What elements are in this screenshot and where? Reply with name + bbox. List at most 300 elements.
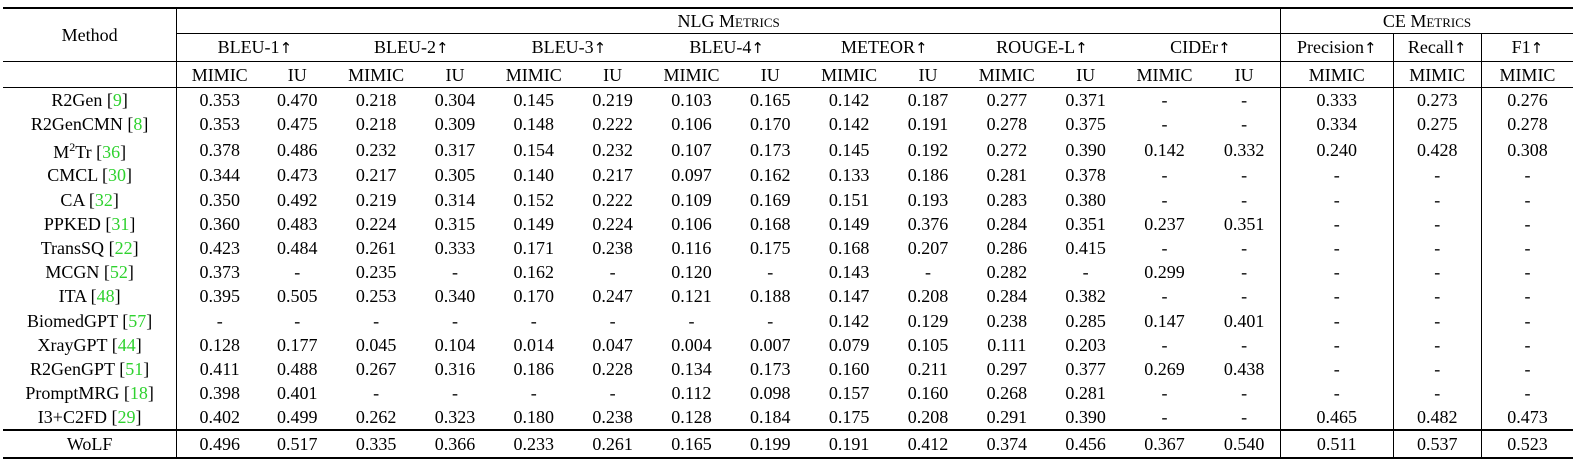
- metric-value-cell: 0.104: [434, 334, 476, 355]
- metric-value-cell: -: [1524, 262, 1531, 283]
- metric-value-cell: -: [530, 310, 537, 331]
- metric-value-cell: -: [688, 310, 695, 331]
- table-row: [3, 284, 1573, 308]
- metric-value-cell: -: [1161, 286, 1168, 307]
- metric-value-cell: 0.371: [1065, 90, 1106, 111]
- metric-value-cell: 0.007: [750, 334, 791, 355]
- metric-value-cell: 0.375: [1065, 114, 1106, 135]
- metric-value-cell: 0.353: [199, 90, 240, 111]
- dataset-label: IU: [1208, 62, 1280, 88]
- metric-value-cell: 0.192: [907, 139, 949, 160]
- method-name: R2GenCMN: [30, 114, 123, 135]
- up-arrow-icon: ↑: [915, 39, 928, 57]
- metric-value-cell: -: [1161, 334, 1168, 355]
- metric-value-cell: 0.219: [355, 189, 397, 210]
- metric-value-cell: 0.128: [199, 334, 240, 355]
- metric-value-cell: 0.145: [513, 90, 555, 111]
- metric-value-cell: -: [1161, 90, 1168, 111]
- metric-value-cell: -: [451, 262, 458, 283]
- metric-value-cell: 0.107: [671, 139, 712, 160]
- metric-value-cell: 0.428: [1393, 136, 1481, 163]
- citation-link[interactable]: 32: [94, 189, 113, 210]
- citation-link[interactable]: 8: [133, 114, 143, 135]
- metric-value-cell: -: [1393, 260, 1481, 284]
- metric-value-cell: 0.291: [986, 407, 1028, 428]
- metric-value-cell: 0.374: [963, 430, 1050, 458]
- metric-value-cell: 0.232: [592, 139, 633, 160]
- metric-value-cell: 0.335: [332, 430, 419, 458]
- metric-value-cell: 0.140: [513, 165, 555, 186]
- metric-value-cell: 0.323: [434, 407, 476, 428]
- metric-value-cell: 0.299: [1144, 262, 1185, 283]
- table-row: [3, 163, 1573, 187]
- method-name-cell: R2Gen [9]: [3, 88, 177, 113]
- metric-value-cell: 0.540: [1208, 430, 1280, 458]
- metric-value-cell: 0.203: [1065, 334, 1106, 355]
- dataset-label: IU: [735, 62, 805, 88]
- metric-value-cell: 0.269: [1144, 358, 1185, 379]
- up-arrow-icon: ↑: [1453, 39, 1467, 57]
- table-row: [3, 333, 1573, 357]
- metric-value-cell: 0.285: [1065, 310, 1106, 331]
- metric-value-cell: 0.233: [490, 430, 577, 458]
- metric-value-cell: 0.014: [513, 334, 555, 355]
- metric-value-cell: -: [1393, 188, 1481, 212]
- results-body: [3, 88, 1573, 459]
- metric-value-cell: -: [1161, 189, 1168, 210]
- metric-value-cell: -: [1281, 163, 1393, 187]
- metric-value-cell: 0.004: [671, 334, 712, 355]
- method-subheader-cell: [3, 62, 177, 88]
- metric-value-cell: -: [1393, 236, 1481, 260]
- metric-value-cell: 0.177: [277, 334, 318, 355]
- metric-value-cell: 0.350: [199, 189, 240, 210]
- metric-value-cell: 0.353: [199, 114, 240, 135]
- metric-value-cell: 0.351: [1208, 212, 1280, 236]
- metric-header: CIDEr↑: [1121, 34, 1281, 62]
- dataset-label: IU: [577, 62, 647, 88]
- method-name-cell: CA [32]: [3, 188, 177, 212]
- citation-link[interactable]: 44: [117, 334, 136, 355]
- metric-value-cell: -: [1281, 381, 1393, 405]
- citation-link[interactable]: 36: [102, 142, 121, 163]
- metric-value-cell: 0.277: [986, 90, 1028, 111]
- metric-value-cell: 0.238: [592, 407, 633, 428]
- metric-value-cell: -: [373, 383, 380, 404]
- metric-value-cell: -: [373, 310, 380, 331]
- metric-value-cell: 0.218: [355, 114, 397, 135]
- metric-value-cell: 0.162: [750, 165, 791, 186]
- metric-value-cell: 0.382: [1065, 286, 1106, 307]
- metric-value-cell: 0.482: [1393, 405, 1481, 430]
- metric-value-cell: 0.224: [355, 213, 397, 234]
- metric-value-cell: -: [1208, 88, 1280, 113]
- method-name-cell: PPKED [31]: [3, 212, 177, 236]
- metric-value-cell: 0.332: [1208, 136, 1280, 163]
- metric-value-cell: 0.273: [1393, 88, 1481, 113]
- metric-value-cell: -: [1161, 165, 1168, 186]
- method-name: XrayGPT: [37, 334, 108, 355]
- group-header-row: [3, 8, 1573, 34]
- metric-value-cell: 0.173: [750, 358, 791, 379]
- dataset-label: MIMIC: [1481, 62, 1573, 88]
- citation-link[interactable]: 52: [109, 262, 128, 283]
- metric-value-cell: 0.211: [908, 358, 948, 379]
- table-row: [3, 136, 1573, 163]
- metric-value-cell: 0.105: [907, 334, 949, 355]
- metric-value-cell: 0.488: [277, 358, 318, 379]
- metric-value-cell: 0.475: [277, 114, 318, 135]
- metric-value-cell: 0.098: [750, 383, 791, 404]
- dataset-label: MIMIC: [490, 62, 577, 88]
- metric-value-cell: -: [1524, 286, 1531, 307]
- metric-value-cell: 0.228: [592, 358, 633, 379]
- citation-link[interactable]: 57: [128, 310, 147, 331]
- method-name-cell: PromptMRG [18]: [3, 381, 177, 405]
- metric-value-cell: 0.142: [828, 90, 870, 111]
- metric-value-cell: -: [1393, 163, 1481, 187]
- metric-value-cell: 0.395: [199, 286, 240, 307]
- metric-value-cell: -: [1393, 212, 1481, 236]
- results-table: [3, 7, 1573, 459]
- metric-value-cell: 0.377: [1065, 358, 1106, 379]
- metric-value-cell: 0.344: [199, 165, 240, 186]
- metric-value-cell: 0.170: [513, 286, 555, 307]
- dataset-label: MIMIC: [648, 62, 735, 88]
- metric-value-cell: 0.333: [434, 238, 476, 259]
- metric-value-cell: 0.334: [1281, 112, 1393, 136]
- metric-value-cell: 0.217: [592, 165, 633, 186]
- metric-value-cell: -: [1208, 236, 1280, 260]
- metric-value-cell: 0.218: [355, 90, 397, 111]
- citation-link[interactable]: 18: [129, 383, 148, 404]
- metric-value-cell: 0.149: [513, 213, 555, 234]
- metric-header: ROUGE-L↑: [996, 37, 1088, 57]
- method-name: MCGN: [45, 262, 100, 283]
- metric-value-cell: -: [294, 310, 301, 331]
- metric-value-cell: 0.097: [671, 165, 712, 186]
- citation-link[interactable]: 22: [114, 238, 133, 259]
- metric-value-cell: -: [1524, 189, 1531, 210]
- metric-value-cell: 0.148: [513, 114, 555, 135]
- table-row: [3, 112, 1573, 136]
- dataset-label: IU: [893, 62, 963, 88]
- method-name: PPKED: [43, 213, 101, 234]
- metric-value-cell: -: [1161, 238, 1168, 259]
- metric-value-cell: 0.340: [434, 286, 476, 307]
- metric-value-cell: 0.232: [355, 139, 397, 160]
- metric-value-cell: 0.165: [750, 90, 791, 111]
- metric-value-cell: 0.240: [1281, 136, 1393, 163]
- table-row: [3, 88, 1573, 113]
- metric-value-cell: 0.367: [1121, 430, 1208, 458]
- method-name: M: [53, 142, 70, 163]
- metric-value-cell: -: [1524, 334, 1531, 355]
- metric-value-cell: -: [1524, 383, 1531, 404]
- metric-value-cell: 0.208: [907, 286, 949, 307]
- metric-value-cell: -: [1524, 310, 1531, 331]
- method-name: R2Gen: [51, 90, 103, 111]
- metric-value-cell: 0.168: [750, 213, 791, 234]
- metric-value-cell: 0.109: [671, 189, 712, 210]
- metric-value-cell: -: [530, 383, 537, 404]
- metric-value-cell: -: [1161, 383, 1168, 404]
- method-name-cell: XrayGPT [44]: [3, 333, 177, 357]
- metric-value-cell: 0.267: [355, 358, 397, 379]
- metric-value-cell: 0.360: [199, 213, 240, 234]
- metric-value-cell: 0.390: [1065, 407, 1106, 428]
- metric-value-cell: -: [767, 310, 774, 331]
- metric-value-cell: 0.173: [750, 139, 791, 160]
- dataset-label: MIMIC: [963, 62, 1050, 88]
- metric-value-cell: 0.238: [592, 238, 633, 259]
- citation-link[interactable]: 30: [108, 165, 127, 186]
- metric-value-cell: 0.499: [277, 407, 318, 428]
- metric-value-cell: 0.142: [828, 310, 870, 331]
- metric-value-cell: 0.186: [907, 165, 949, 186]
- method-name-cell: CMCL [30]: [3, 163, 177, 187]
- method-name: CA: [60, 189, 85, 210]
- method-name: PromptMRG: [25, 383, 120, 404]
- metric-value-cell: 0.199: [735, 430, 805, 458]
- metric-value-cell: -: [1161, 114, 1168, 135]
- metric-value-cell: -: [1281, 333, 1393, 357]
- dataset-label: MIMIC: [805, 62, 892, 88]
- metric-value-cell: 0.171: [513, 238, 555, 259]
- dataset-label: IU: [420, 62, 490, 88]
- method-header: Method: [3, 8, 177, 62]
- metric-value-cell: 0.152: [513, 189, 555, 210]
- metric-value-cell: 0.278: [1507, 114, 1548, 135]
- metric-value-cell: 0.470: [277, 90, 318, 111]
- metric-value-cell: 0.272: [986, 139, 1028, 160]
- up-arrow-icon: ↑: [1363, 39, 1377, 57]
- metric-value-cell: 0.191: [805, 430, 892, 458]
- metric-value-cell: -: [1281, 236, 1393, 260]
- up-arrow-icon: ↑: [1075, 39, 1088, 57]
- metric-value-cell: 0.286: [986, 238, 1028, 259]
- method-name: BiomedGPT: [27, 310, 118, 331]
- metric-value-cell: 0.154: [513, 139, 555, 160]
- metric-value-cell: 0.145: [828, 139, 870, 160]
- dataset-label: IU: [1051, 62, 1121, 88]
- metric-value-cell: 0.106: [671, 213, 712, 234]
- dataset-label: IU: [262, 62, 332, 88]
- metric-value-cell: 0.304: [434, 90, 476, 111]
- metric-value-cell: 0.261: [355, 238, 397, 259]
- nlg-metrics-header: NLG Metrics: [177, 8, 1281, 34]
- metric-value-cell: -: [294, 262, 301, 283]
- metric-value-cell: -: [1208, 284, 1280, 308]
- metric-value-cell: 0.378: [199, 139, 240, 160]
- up-arrow-icon: ↑: [751, 39, 764, 57]
- metric-value-cell: 0.523: [1481, 430, 1573, 458]
- method-name: ITA: [58, 286, 87, 307]
- metric-value-cell: 0.315: [434, 213, 476, 234]
- metric-value-cell: -: [1393, 357, 1481, 381]
- metric-value-cell: 0.168: [828, 238, 870, 259]
- metric-value-cell: 0.160: [907, 383, 949, 404]
- final-row: [3, 430, 1573, 458]
- metric-value-cell: -: [1208, 405, 1280, 430]
- metric-value-cell: 0.284: [986, 213, 1028, 234]
- method-name-cell: BiomedGPT [57]: [3, 309, 177, 333]
- metric-value-cell: 0.309: [434, 114, 476, 135]
- metric-value-cell: -: [1161, 407, 1168, 428]
- metric-value-cell: 0.175: [828, 407, 870, 428]
- metric-value-cell: 0.121: [671, 286, 712, 307]
- metric-value-cell: 0.376: [907, 213, 949, 234]
- dataset-label: MIMIC: [177, 62, 262, 88]
- metric-value-cell: 0.537: [1393, 430, 1481, 458]
- metric-value-cell: 0.423: [199, 238, 240, 259]
- metric-value-cell: 0.275: [1393, 112, 1481, 136]
- ce-metric-header: F1↑: [1511, 37, 1544, 57]
- table-row: [3, 357, 1573, 381]
- metric-value-cell: -: [1393, 381, 1481, 405]
- metric-value-cell: 0.217: [355, 165, 397, 186]
- metric-value-cell: 0.456: [1051, 430, 1121, 458]
- metric-value-cell: -: [1524, 165, 1531, 186]
- metric-value-cell: 0.366: [420, 430, 490, 458]
- metric-value-cell: 0.262: [355, 407, 397, 428]
- metric-value-cell: 0.103: [671, 90, 712, 111]
- metric-value-cell: 0.305: [434, 165, 476, 186]
- metric-value-cell: -: [1208, 188, 1280, 212]
- up-arrow-icon: ↑: [1218, 39, 1231, 57]
- method-name-cell: R2GenGPT [51]: [3, 357, 177, 381]
- metric-value-cell: 0.412: [893, 430, 963, 458]
- metric-value-cell: 0.184: [750, 407, 791, 428]
- metric-value-cell: 0.484: [277, 238, 318, 259]
- method-name: WoLF: [66, 434, 113, 455]
- metric-value-cell: 0.047: [592, 334, 633, 355]
- metric-value-cell: 0.235: [355, 262, 397, 283]
- metric-value-cell: 0.224: [592, 213, 633, 234]
- metric-value-cell: 0.276: [1507, 90, 1548, 111]
- metric-value-cell: -: [924, 262, 931, 283]
- metric-value-cell: 0.157: [828, 383, 870, 404]
- metric-header: METEOR↑: [841, 37, 928, 57]
- metric-value-cell: 0.281: [986, 165, 1028, 186]
- metric-value-cell: 0.151: [828, 189, 870, 210]
- metric-value-cell: 0.193: [907, 189, 949, 210]
- metric-value-cell: -: [1524, 213, 1531, 234]
- method-name-cell: ITA [48]: [3, 284, 177, 308]
- up-arrow-icon: ↑: [593, 39, 607, 57]
- metric-value-cell: 0.402: [199, 407, 240, 428]
- metric-value-cell: 0.175: [750, 238, 791, 259]
- ce-metrics-header: CE Metrics: [1281, 8, 1573, 34]
- metric-value-cell: 0.438: [1208, 357, 1280, 381]
- metric-value-cell: 0.317: [434, 139, 476, 160]
- metric-value-cell: -: [1281, 260, 1393, 284]
- citation-link[interactable]: 29: [117, 407, 136, 428]
- metric-value-cell: 0.142: [828, 114, 870, 135]
- metric-value-cell: 0.496: [177, 430, 262, 458]
- metric-value-cell: 0.187: [907, 90, 949, 111]
- metric-value-cell: 0.186: [513, 358, 555, 379]
- metric-value-cell: 0.191: [907, 114, 949, 135]
- metric-value-cell: 0.511: [1281, 430, 1393, 458]
- metric-value-cell: 0.505: [277, 286, 318, 307]
- dataset-label: MIMIC: [332, 62, 419, 88]
- metric-value-cell: -: [1208, 112, 1280, 136]
- method-name: R2GenGPT: [30, 358, 115, 379]
- metric-value-cell: 0.297: [986, 358, 1028, 379]
- metric-value-cell: -: [1393, 333, 1481, 357]
- metric-value-cell: 0.169: [750, 189, 791, 210]
- up-arrow-icon: ↑: [1530, 39, 1544, 57]
- metric-value-cell: -: [1208, 333, 1280, 357]
- metric-value-cell: -: [1393, 284, 1481, 308]
- metric-value-cell: -: [1524, 358, 1531, 379]
- metric-value-cell: 0.143: [828, 262, 870, 283]
- citation-link[interactable]: 31: [111, 213, 130, 234]
- metric-value-cell: 0.308: [1507, 139, 1548, 160]
- metric-value-cell: 0.401: [277, 383, 318, 404]
- method-name-superscript: 2: [69, 140, 76, 155]
- citation-link[interactable]: 48: [96, 286, 115, 307]
- metric-value-cell: 0.142: [1144, 139, 1185, 160]
- metric-value-cell: 0.261: [577, 430, 647, 458]
- metric-value-cell: 0.133: [828, 165, 870, 186]
- metric-value-cell: 0.411: [199, 358, 240, 379]
- metric-value-cell: -: [1524, 238, 1531, 259]
- metric-header: BLEU-2↑: [373, 37, 449, 57]
- metric-value-cell: 0.483: [277, 213, 318, 234]
- metric-value-cell: -: [767, 262, 774, 283]
- metric-value-cell: 0.473: [277, 165, 318, 186]
- metric-header: BLEU-1↑: [217, 37, 293, 57]
- metric-value-cell: -: [1281, 212, 1393, 236]
- metric-value-cell: 0.111: [987, 334, 1027, 355]
- metric-value-cell: 0.380: [1065, 189, 1106, 210]
- metric-value-cell: 0.237: [1144, 213, 1185, 234]
- up-arrow-icon: ↑: [279, 39, 293, 57]
- metric-value-cell: 0.268: [986, 383, 1028, 404]
- metric-value-cell: 0.390: [1065, 139, 1106, 160]
- table-row: [3, 236, 1573, 260]
- metric-value-cell: 0.517: [262, 430, 332, 458]
- table-row: [3, 260, 1573, 284]
- metric-header: BLEU-4↑: [689, 37, 764, 57]
- metric-value-cell: 0.465: [1281, 405, 1393, 430]
- metric-value-cell: 0.134: [671, 358, 712, 379]
- metric-value-cell: 0.180: [513, 407, 555, 428]
- metric-value-cell: -: [451, 383, 458, 404]
- metric-value-cell: 0.473: [1507, 407, 1548, 428]
- metric-value-cell: 0.120: [671, 262, 712, 283]
- metric-value-cell: -: [1208, 381, 1280, 405]
- metric-value-cell: 0.165: [648, 430, 735, 458]
- metric-value-cell: 0.112: [671, 383, 712, 404]
- metric-value-cell: 0.314: [434, 189, 476, 210]
- dataset-label: MIMIC: [1281, 62, 1393, 88]
- dataset-label: MIMIC: [1121, 62, 1208, 88]
- metric-header-row: [3, 34, 1573, 62]
- method-name-cell: TransSQ [22]: [3, 236, 177, 260]
- metric-value-cell: -: [609, 310, 616, 331]
- method-name-suffix: Tr: [75, 142, 92, 163]
- metric-value-cell: -: [1281, 309, 1393, 333]
- table-row: [3, 309, 1573, 333]
- citation-link[interactable]: 9: [112, 90, 122, 111]
- metric-value-cell: 0.378: [1065, 165, 1106, 186]
- metric-value-cell: 0.398: [199, 383, 240, 404]
- metric-value-cell: 0.222: [592, 114, 633, 135]
- citation-link[interactable]: 51: [125, 358, 144, 379]
